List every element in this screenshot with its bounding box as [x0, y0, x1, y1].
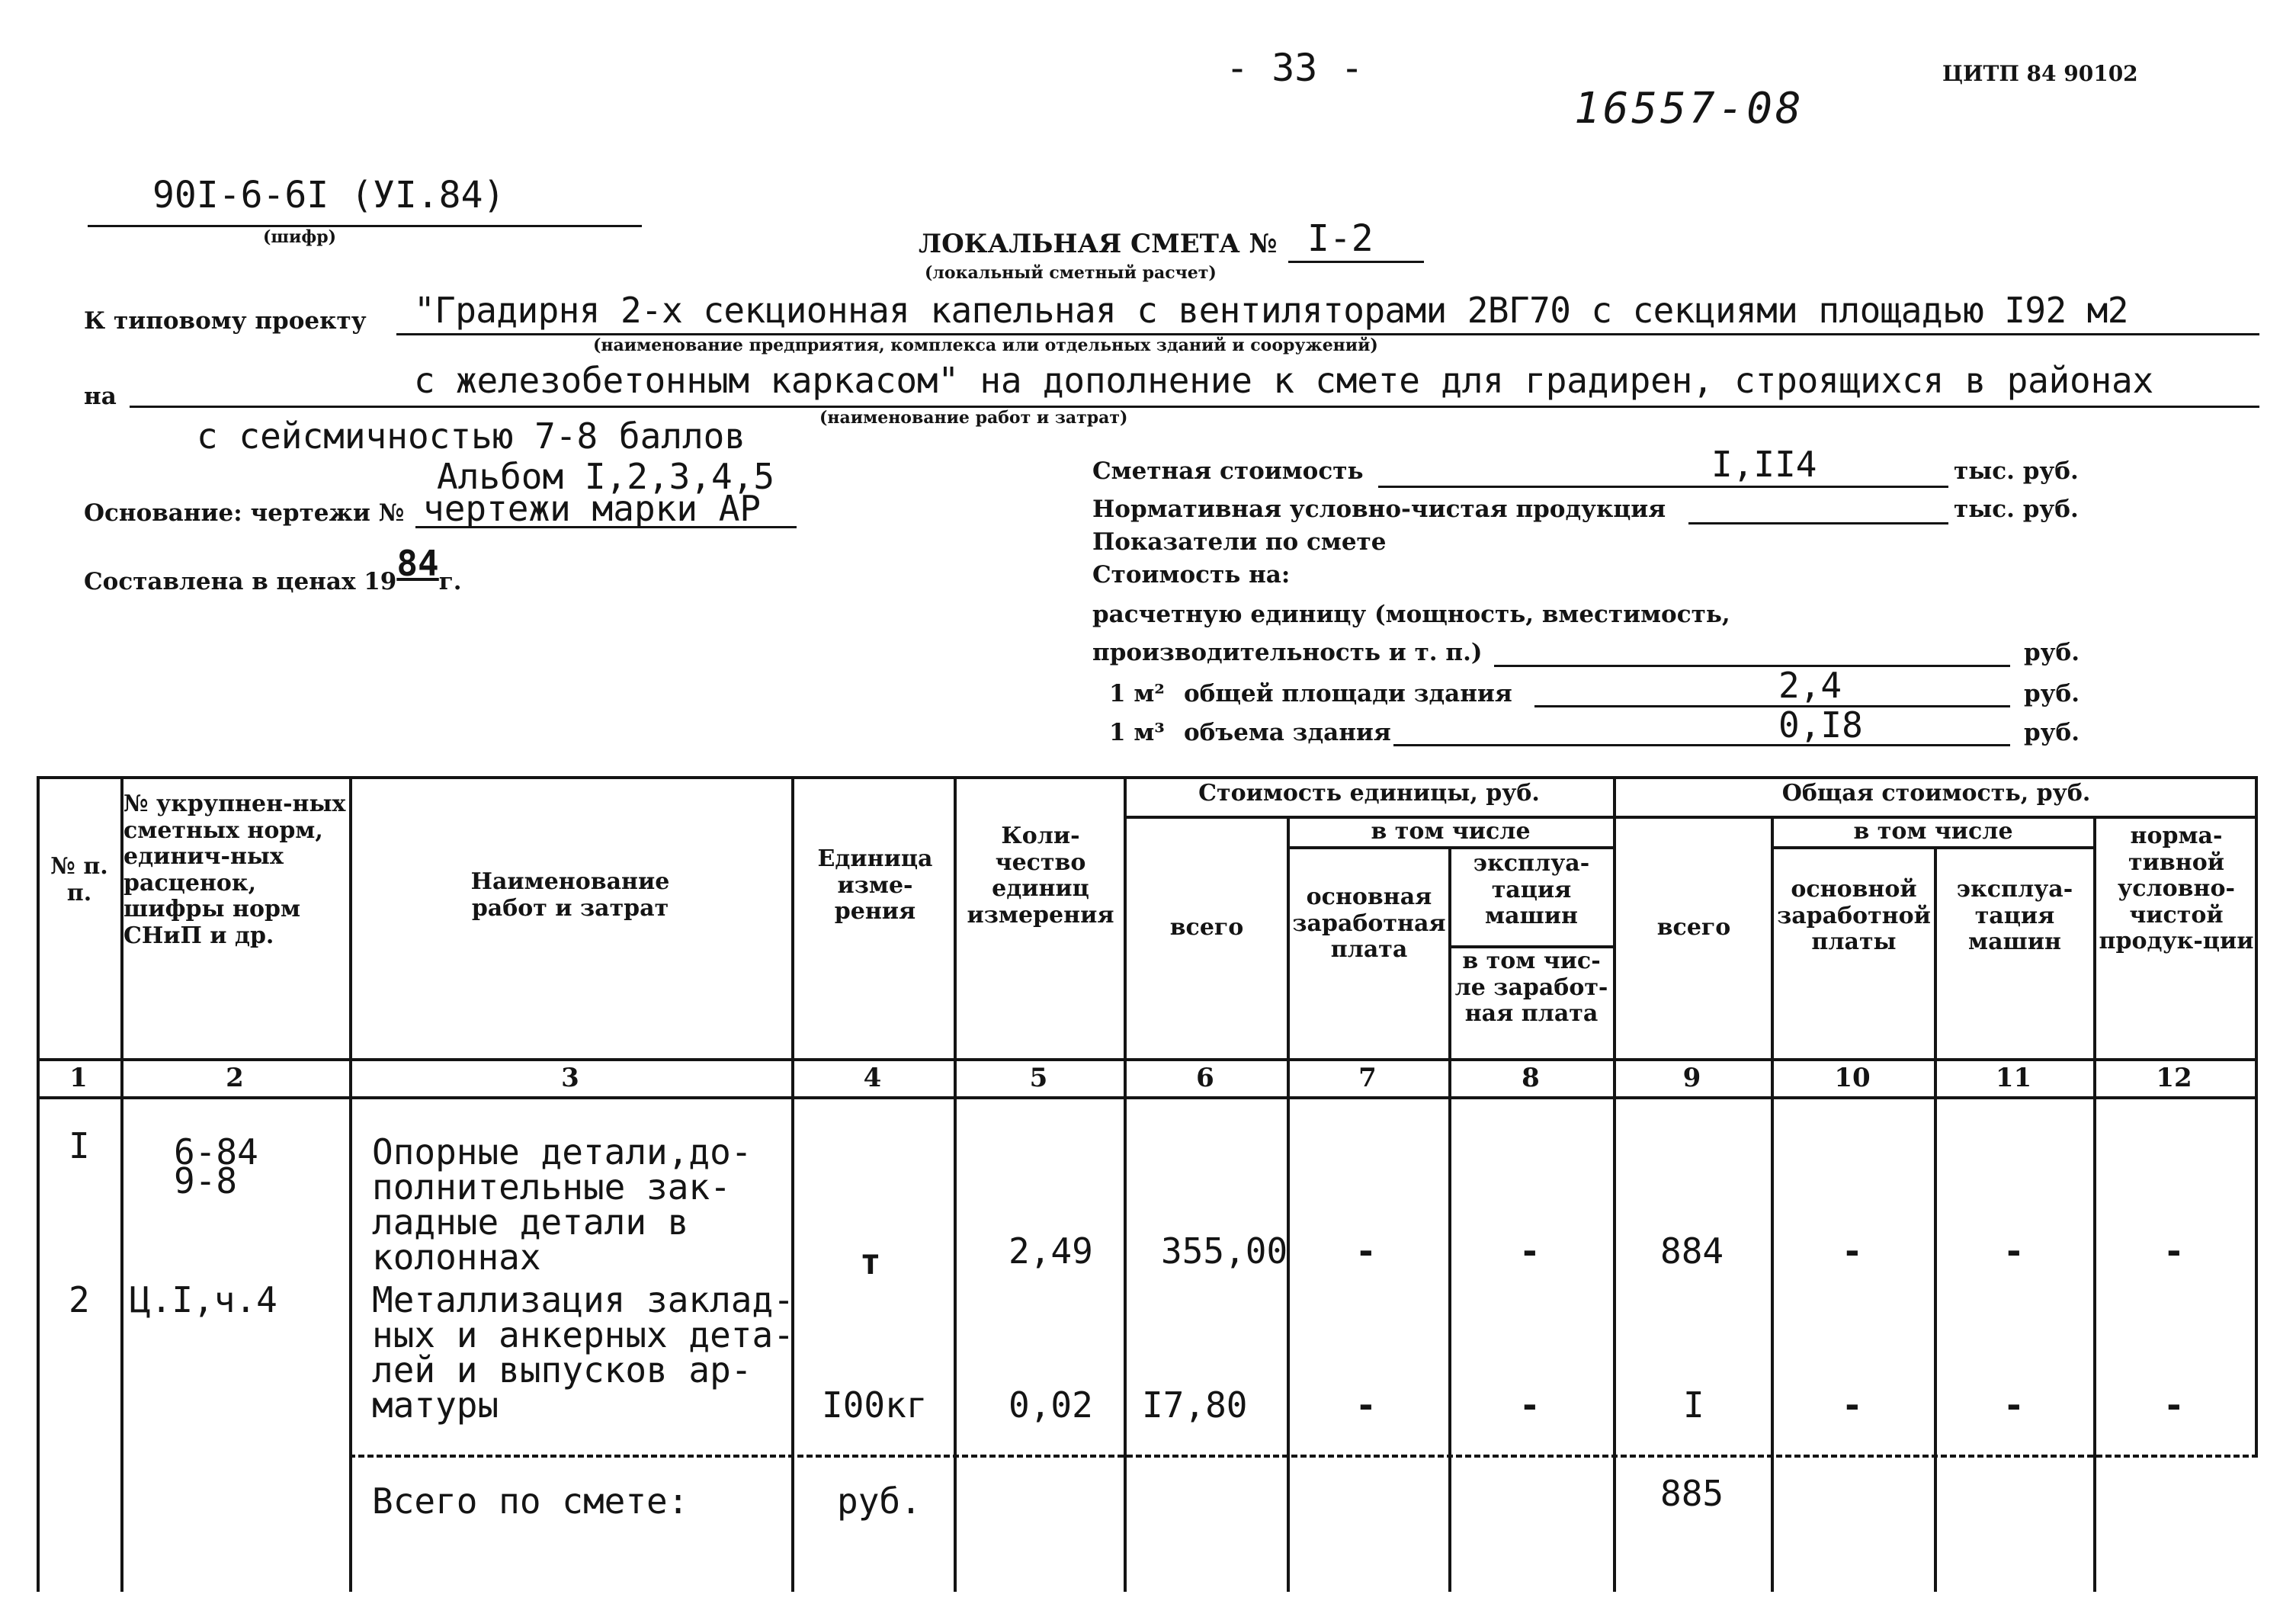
row2-total-wage: -	[1842, 1384, 1863, 1426]
estimate-subtitle: (локальный сметный расчет)	[925, 263, 1217, 283]
on-text: с железобетонным каркасом" на дополнение к смете для градирен, строящихся в районах	[414, 360, 2154, 401]
row1-unit-mach: -	[1519, 1230, 1541, 1272]
row1-name-1: Опорные детали,до-	[372, 1131, 752, 1172]
row1-total-mach: -	[2003, 1230, 2025, 1272]
on-label: на	[84, 383, 117, 410]
project-caption: (наименование предприятия, комплекса или отдельных зданий и сооружений)	[593, 335, 1378, 355]
handwritten-id: 16557-08	[1574, 84, 1804, 133]
row1-unit: т	[860, 1241, 881, 1282]
colnum-4: 4	[863, 1063, 882, 1093]
row1-total-product: -	[2163, 1230, 2185, 1272]
header-unit-total: всего	[1169, 914, 1244, 941]
header-no: № п. п.	[50, 853, 108, 906]
prices-label-a: Составлена в ценах 19	[84, 568, 397, 595]
colnum-6: 6	[1196, 1063, 1214, 1093]
colnum-11: 11	[1995, 1063, 2032, 1093]
col-sep-7-8	[1448, 846, 1451, 1592]
row1-name-2: полнительные зак-	[372, 1166, 731, 1208]
product-unit: тыс. руб.	[1954, 496, 2079, 523]
unit-line1: расчетную единицу (мощность, вместимость,	[1092, 601, 1730, 628]
m3-unit: руб.	[2024, 719, 2080, 746]
col-sep-8-9	[1613, 776, 1616, 1592]
header-total-incl: в том числе	[1853, 818, 2013, 845]
col-sep-10-11	[1934, 846, 1937, 1592]
header-quantity: Коли-чество единиц измерения	[967, 823, 1114, 929]
prices-label	[84, 543, 462, 598]
row2-unit-mach: -	[1519, 1384, 1541, 1426]
row2-unit-total: I7,80	[1142, 1384, 1248, 1426]
cost-value: I,II4	[1711, 444, 1817, 485]
seismic-text: с сейсмичностью 7-8 баллов	[197, 415, 746, 457]
unit-line2: производительность и т. п.)	[1092, 639, 1483, 666]
m2-underline	[1534, 705, 2010, 707]
row2-name-4: матуры	[372, 1384, 499, 1426]
colnum-3: 3	[561, 1063, 579, 1093]
row2-no: 2	[69, 1279, 90, 1320]
total-incl-line	[1771, 846, 2093, 849]
m3-label: объема здания	[1184, 719, 1391, 746]
row1-code-1: 6-84	[174, 1131, 258, 1172]
cost-label: Сметная стоимость	[1092, 457, 1364, 485]
m2-prefix: 1 м²	[1109, 680, 1165, 707]
colnum-7: 7	[1358, 1063, 1377, 1093]
m3-value: 0,I8	[1778, 704, 1863, 746]
indicators-label: Показатели по смете	[1092, 528, 1387, 556]
cost-underline	[1378, 486, 1948, 488]
header-bottom-line	[37, 1058, 2258, 1061]
cost-on-label: Стоимость на:	[1092, 561, 1291, 589]
header-unit-cost: Стоимость единицы, руб.	[1198, 780, 1540, 807]
header-unit-machine: эксплуа-тация машин	[1473, 850, 1590, 929]
project-code-caption: (шифр)	[263, 227, 337, 247]
header-total-all: всего	[1656, 914, 1731, 941]
works-caption: (наименование работ и затрат)	[819, 408, 1128, 428]
col-sep-4-5	[954, 776, 957, 1592]
basis-label: Основание: чертежи №	[84, 499, 405, 527]
unit-unit: руб.	[2024, 639, 2080, 666]
unit-underline	[1494, 665, 2010, 667]
row2-qty: 0,02	[1009, 1384, 1093, 1426]
page-number: - 33 -	[1226, 46, 1364, 90]
estimate-table	[37, 776, 2262, 1592]
row1-no: I	[69, 1125, 90, 1166]
table-top-border	[37, 776, 2258, 779]
header-total-wage: основной заработной платы	[1777, 876, 1931, 955]
colnum-5: 5	[1029, 1063, 1048, 1093]
row1-total: 884	[1660, 1230, 1724, 1272]
m3-underline	[1393, 744, 2010, 746]
table-right-border	[2255, 776, 2258, 1455]
summary-total: 885	[1660, 1473, 1724, 1514]
row2-unit-wage: -	[1355, 1384, 1377, 1426]
row1-unit-wage: -	[1355, 1230, 1377, 1272]
header-unit-incl: в том числе	[1371, 818, 1531, 845]
header-unit: Единица изме-рения	[817, 845, 933, 925]
colnum-2: 2	[226, 1063, 244, 1093]
album-text: Альбом I,2,3,4,5	[437, 456, 775, 497]
product-label: Нормативная условно-чистая продукция	[1092, 496, 1666, 523]
header-unit-machine-wage: в том чис-ле заработ-ная плата	[1454, 948, 1608, 1027]
header-total-machine: эксплуа-тация машин	[1956, 876, 2073, 955]
project-label: К типовому проекту	[84, 307, 367, 335]
on-text-underline	[130, 406, 2259, 408]
colnum-9: 9	[1682, 1063, 1701, 1093]
col-sep-11-12	[2093, 816, 2096, 1592]
row2-name-1: Металлизация заклад-	[372, 1279, 794, 1320]
colnum-bottom-line	[37, 1096, 2258, 1099]
m2-label: общей площади здания	[1184, 680, 1512, 707]
basis-underline	[415, 526, 797, 528]
m3-prefix: 1 м³	[1109, 719, 1165, 746]
row1-name-4: колоннах	[372, 1237, 541, 1278]
row1-name-3: ладные детали в	[372, 1201, 689, 1243]
col-sep-3-4	[791, 776, 794, 1592]
project-name: "Градирня 2-х секционная капельная с вентиляторами 2ВГ70 с секциями площадью I92 м2	[414, 290, 2128, 331]
basis-value: чертежи марки АР	[423, 488, 762, 529]
col-sep-2-3	[349, 776, 352, 1592]
summary-label: Всего по смете:	[372, 1480, 689, 1522]
row2-total: I	[1683, 1384, 1704, 1426]
header-work-name: Наименование работ и затрат	[470, 868, 670, 922]
row1-total-wage: -	[1842, 1230, 1863, 1272]
row2-code-1: Ц.I,ч.4	[130, 1279, 277, 1320]
col-sep-5-6	[1124, 776, 1127, 1592]
product-underline	[1688, 522, 1948, 524]
cost-unit: тыс. руб.	[1954, 457, 2079, 485]
header-total-cost: Общая стоимость, руб.	[1781, 780, 2091, 807]
project-code-underline	[88, 225, 642, 227]
colnum-1: 1	[69, 1063, 88, 1093]
row1-unit-total: 355,00	[1161, 1230, 1288, 1272]
row1-qty: 2,49	[1009, 1230, 1093, 1272]
project-code: 90I-6-6I (УI.84)	[152, 174, 505, 217]
estimate-title: ЛОКАЛЬНАЯ СМЕТА №	[919, 229, 1278, 259]
prices-label-b: г.	[438, 568, 462, 595]
summary-unit: руб.	[837, 1480, 922, 1522]
stamp: ЦИТП 84 90102	[1942, 61, 2138, 86]
summary-dashed-line	[349, 1455, 2258, 1458]
header-norm-code: № укрупнен-ных сметных норм, единич-ных расценок, шифры норм СНиП и др.	[123, 791, 346, 949]
colnum-12: 12	[2156, 1063, 2192, 1093]
row2-total-product: -	[2163, 1384, 2185, 1426]
row2-total-mach: -	[2003, 1384, 2025, 1426]
prices-year: 84	[396, 543, 439, 584]
header-product: норма-тивной условно-чистой продук-ции	[2099, 823, 2254, 954]
unit-incl-line	[1287, 846, 1613, 849]
row2-name-3: лей и выпусков ар-	[372, 1349, 752, 1391]
colnum-10: 10	[1834, 1063, 1871, 1093]
colnum-8: 8	[1522, 1063, 1540, 1093]
m2-unit: руб.	[2024, 680, 2080, 707]
m2-value: 2,4	[1778, 665, 1842, 706]
row2-unit: I00кг	[822, 1384, 928, 1426]
row1-code-2: 9-8	[174, 1160, 238, 1201]
estimate-number-underline	[1288, 261, 1424, 263]
estimate-number: I-2	[1307, 217, 1374, 260]
header-unit-wage: основная заработная плата	[1292, 884, 1446, 963]
row2-name-2: ных и анкерных дета-	[372, 1314, 794, 1355]
